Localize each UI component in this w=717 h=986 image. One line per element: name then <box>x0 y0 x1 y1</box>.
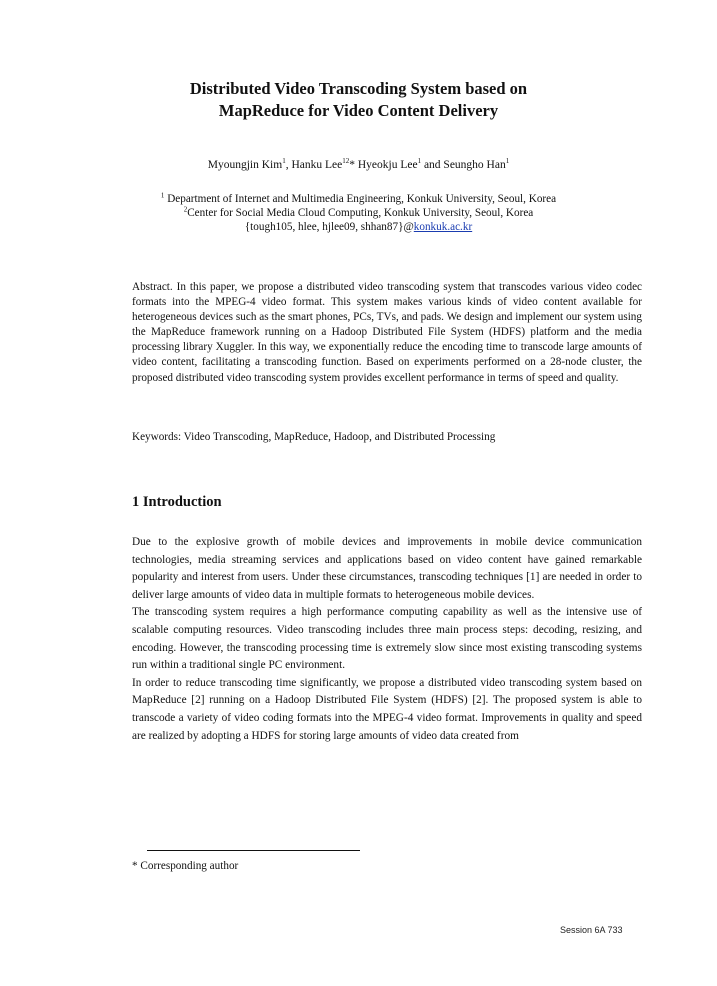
abstract: Abstract. In this paper, we propose a distributed video transcoding system that transcodes various video codec formats into the MPEG-4 video format. This system makes various kinds of video content available for heterogeneous devices such as the smart phones, PCs, TVs, and pads. We design and implement our system using the MapReduce framework running on a Hadoop Distributed File System (HDFS) platform and the media processing library Xuggler. In this way, we exponentially reduce the encoding time to transcode large amounts of video content, facilitating a transcoding function. Based on experiments performed on a 28-node cluster, the proposed distributed video transcoding system provides excellent performance in terms of speed and quality. <box>132 281 642 384</box>
author-3: * Hyeokju Lee <box>349 159 418 171</box>
author-2-mark-b: 2 <box>345 157 350 166</box>
author-4-mark: 1 <box>505 157 510 166</box>
section-heading-introduction: 1 Introduction <box>132 494 222 510</box>
author-1-mark: 1 <box>282 157 286 166</box>
affiliations <box>0 192 717 234</box>
author-3-mark: 1 <box>417 157 422 166</box>
intro-paragraph-3: In order to reduce transcoding time significantly, we propose a distributed video transcoding system based on MapReduce [2] running on a Hadoop Distributed File System (HDFS) [2]. The proposed system is able to transcode a variety of video coding formats into the MPEG-4 video format. Improvements in quality and speed are realized by adopting a HDFS for storing large amounts of video data created from <box>132 676 642 742</box>
intro-paragraph-1: Due to the explosive growth of mobile devices and improvements in mobile device communication technologies, media streaming services and applications based on video content have gained remarkable popularity and interest from users. Under these circumstances, transcoding techniques [1] are needed in order to deliver large amounts of video data in multiple formats to heterogeneous mobile devices. <box>132 536 642 601</box>
affiliation-1-text: Department of Internet and Multimedia Engineering, Konkuk University, Seoul, Korea <box>164 193 557 205</box>
email-prefix: {tough105, hlee, hjlee09, shhan87}@ <box>244 221 414 233</box>
footnote-corresponding-author: * Corresponding author <box>132 860 239 872</box>
affiliation-2-mark: 2 <box>183 205 188 214</box>
author-2: , Hanku Lee <box>285 159 343 171</box>
keywords: Keywords: Video Transcoding, MapReduce, Hadoop, and Distributed Processing <box>132 431 496 443</box>
affiliation-2-text: Center for Social Media Cloud Computing, Konkuk University, Seoul, Korea <box>187 207 534 219</box>
affiliation-2 <box>0 206 717 220</box>
affiliation-1 <box>0 192 717 206</box>
email-domain-link[interactable]: konkuk.ac.kr <box>413 221 473 233</box>
affiliation-1-mark: 1 <box>160 191 165 200</box>
intro-paragraph-2: The transcoding system requires a high performance computing capability as well as the intensive use of scalable computing resources. Video transcoding includes three main process steps: decoding, resizing, and encoding. However, the transcoding processing time is extremely slow since most existing transcoding systems run within a traditional single PC environment. <box>132 606 642 672</box>
page-number: Session 6A 733 <box>560 925 623 935</box>
footnote-rule <box>147 850 360 851</box>
author-2-mark: 1 <box>342 157 346 166</box>
title-line-1: Distributed Video Transcoding System based on <box>189 79 528 98</box>
author-4: and Seungho Han <box>421 159 506 171</box>
author-list <box>0 158 717 173</box>
introduction-body <box>132 534 642 745</box>
title-line-2: MapReduce for Video Content Delivery <box>218 101 499 120</box>
author-1: Myoungjin Kim <box>207 159 283 171</box>
author-emails <box>0 220 717 234</box>
paper-title <box>0 78 717 122</box>
